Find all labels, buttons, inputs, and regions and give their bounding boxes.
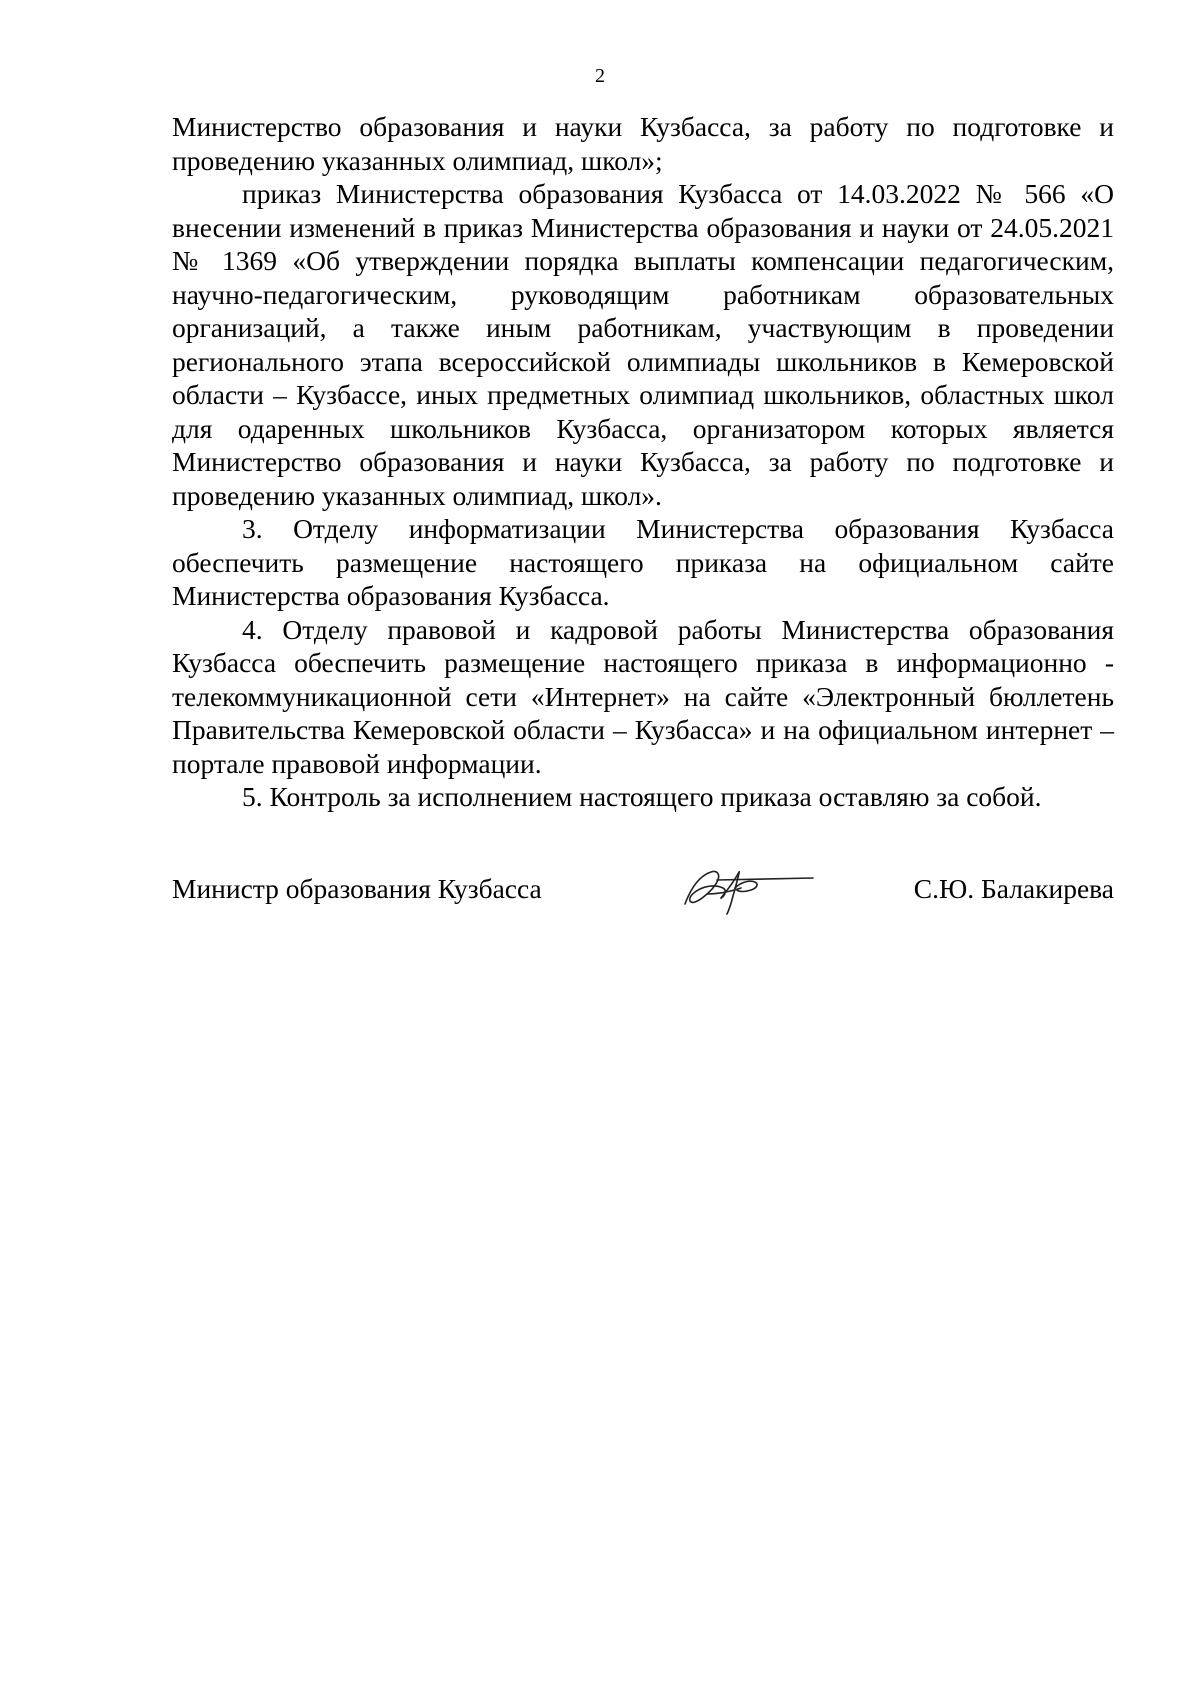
signature-block: [172, 864, 1114, 934]
page-number: 2: [595, 65, 605, 87]
paragraph-order-reference: приказ Министерства образования Кузбасса от 14.03.2022 № 566 «О внесении изменений в приказ Министерства образования и науки от 24.05.2021 № 1369 «Об утверждении порядка выплаты компенсации педагогическим, научно-педагогическим, руководящим работникам образовательных организаций, а также иным работникам, участвующим в проведении регионального этапа всероссийской олимпиады школьников в Кемеровской области – Кузбассе, иных предметных олимпиад школьников, областных школ для одаренных школьников Кузбасса, организатором которых является Министерство образования и науки Кузбасса, за работу по подготовке и проведению указанных олимпиад, школ».: [172, 178, 1114, 511]
paragraph-item-4: 4. Отделу правовой и кадровой работы Министерства образования Кузбасса обеспечить размещение настоящего приказа в информационно - телекоммуникационной сети «Интернет» на сайте «Электронный бюллетень Правительства Кемеровской области – Кузбасса» и на официальном интернет – портале правовой информации.: [172, 613, 1114, 779]
signatory-position: Министр образования Кузбасса: [172, 873, 542, 904]
paragraph-item-3: 3. Отделу информатизации Министерства образования Кузбасса обеспечить размещение настоящего приказа на официальном сайте Министерства образования Кузбасса.: [172, 513, 1114, 611]
paragraph-item-5: 5. Контроль за исполнением настоящего приказа оставляю за собой.: [242, 781, 1042, 812]
document-body: [172, 110, 1114, 814]
signatory-name: С.Ю. Балакирева: [913, 873, 1114, 904]
paragraph-continuation: Министерство образования и науки Кузбасса, за работу по подготовке и проведению указанных олимпиад, школ»;: [172, 111, 1114, 176]
handwritten-signature-icon: [677, 858, 817, 918]
